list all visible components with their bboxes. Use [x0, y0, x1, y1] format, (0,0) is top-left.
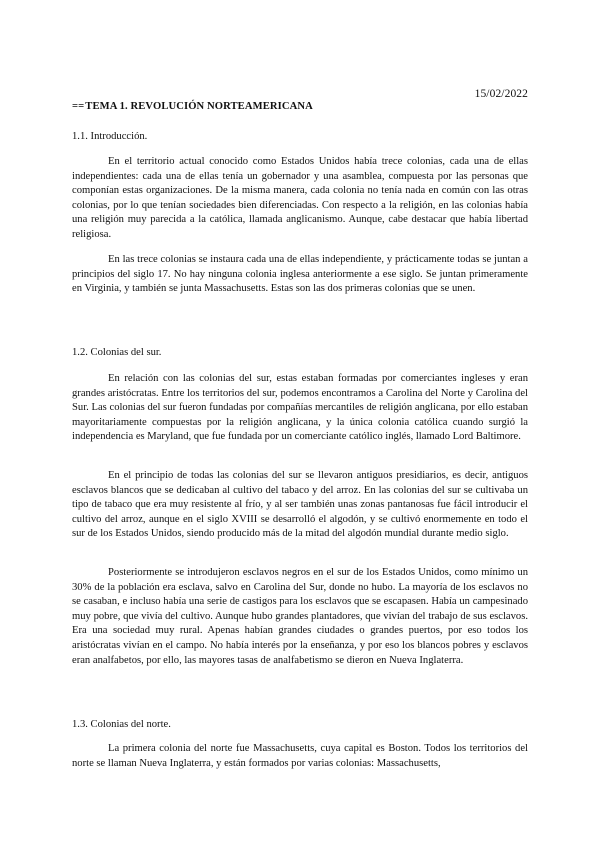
title-text: TEMA 1. REVOLUCIÓN NORTEAMERICANA: [85, 101, 313, 112]
paragraph: En relación con las colonias del sur, estas estaban formadas por comerciantes ingleses y eran grandes aristócratas. Entre los territorios del sur, podemos encontramos a Carolina del Norte y Carolina del Sur. Las colonias del sur fueron fundadas por compañías mercantiles de religión anglicana, por ello estaban mayoritariamente compuestas por la religión anglicana, y la única colonia católica cuando surgió la independencia es Maryland, que fue fundada por un comerciante católico inglés, llamado Lord Baltimore.: [72, 373, 528, 443]
paragraph: En el territorio actual conocido como Estados Unidos había trece colonias, cada una de ellas independientes: cada una de ellas tenía un gobernador y una asamblea, compuesta por las personas que componían estas organizaciones. De la misma manera, cada colonia no tenía nada en común con las otras colonias, por lo que tenían sociedades bien diferenciadas. Con respecto a la religión, en las colonias había una religión muy parecida a la católica, llamada anglicanismo. Aunque, cabe destacar que había libertad religiosa.: [72, 156, 528, 240]
section-heading-colonias-del-norte: 1.3. Colonias del norte.: [72, 719, 171, 730]
paragraph: Posteriormente se introdujeron esclavos negros en el sur de los Estados Unidos, como mínimo un 30% de la población era esclava, salvo en Carolina del Sur, donde no hubo. La mayoría de los esclavos no se casaban, e incluso había una serie de castigos para los esclavos que se escapasen. Había un campesinado muy pobre, que vivía del cultivo. Aunque hubo grandes plantadores, que vivían del trabajo de sus esclavos. Era una sociedad muy rural. Apenas habían grandes ciudades o grandes puertos, por eso todos los aristócratas vivían en el campo. No había interés por la enseñanza, y por eso los blancos pobres y esclavos eran analfabetos, por ello, las mayores tasas de analfabetismo se dieron en Nueva Inglaterra.: [72, 567, 528, 666]
title-marker: ==: [72, 101, 85, 112]
document-title: [72, 101, 313, 112]
paragraph: En el principio de todas las colonias del sur se llevaron antiguos presidiarios, es decir, antiguos esclavos blancos que se dedicaban al cultivo del tabaco y del arroz. En las colonias del sur se cultivaba un tipo de tabaco que era muy resistente al frío, y al ser también unas zonas pantanosas fue fácil introducir el cultivo del arroz, aunque en el siglo XVIII se desarrolló el algodón, y se cultivó enormemente en todo el sur de los Estados Unidos, siendo producido más de la mitad del algodón mundial durante medio siglo.: [72, 470, 528, 540]
paragraph: La primera colonia del norte fue Massachusetts, cuya capital es Boston. Todos los territorios del norte se llaman Nueva Inglaterra, y están formados por varias colonias: Massachusetts,: [72, 743, 528, 769]
section-heading-introduccion: 1.1. Introducción.: [72, 131, 148, 142]
document-date: 15/02/2022: [474, 88, 528, 100]
section-heading-colonias-del-sur: 1.2. Colonias del sur.: [72, 347, 162, 358]
paragraph: En las trece colonias se instaura cada una de ellas independiente, y prácticamente todas se juntan a principios del siglo 17. No hay ninguna colonia inglesa anteriormente a ese siglo. Se juntan primeramente en Virginia, y también se junta Massachusetts. Estas son las dos primeras colonias que se unen.: [72, 254, 528, 295]
